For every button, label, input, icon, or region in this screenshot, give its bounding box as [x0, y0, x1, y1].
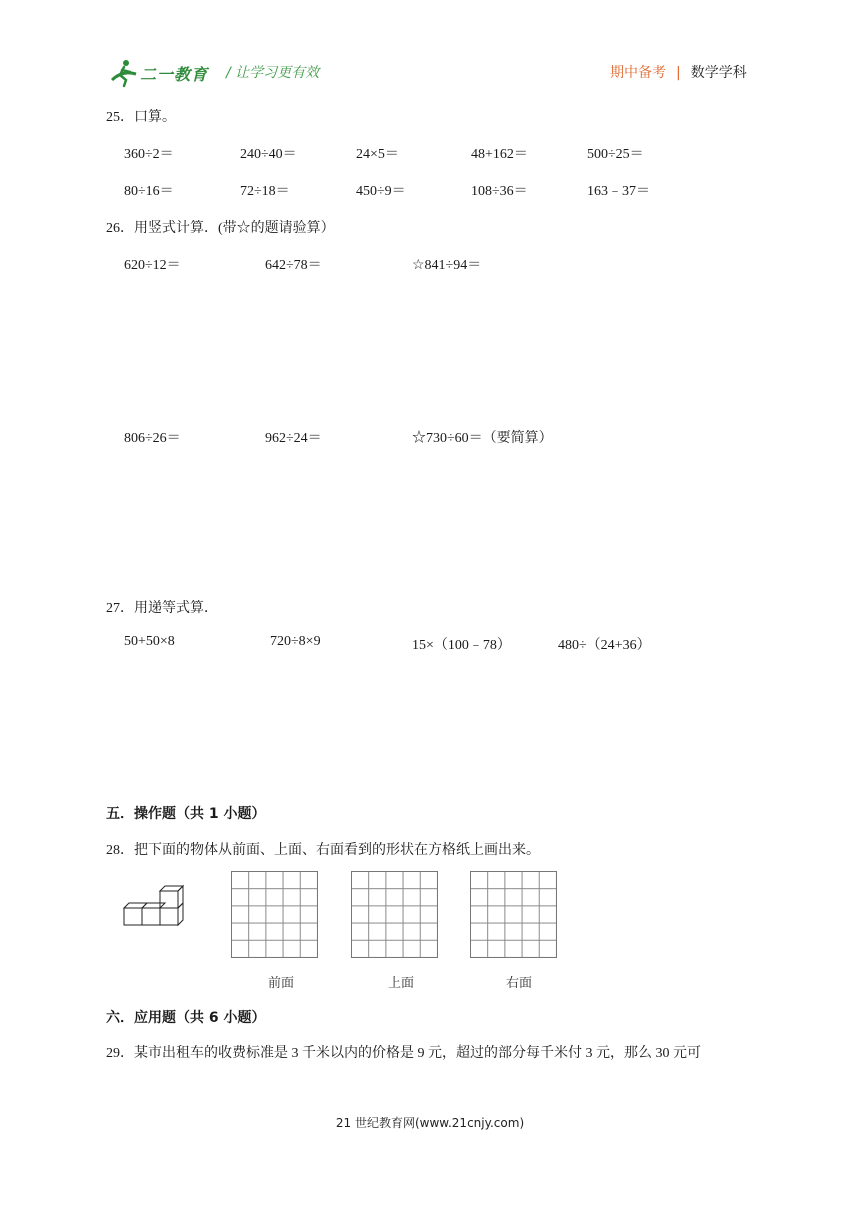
- page-footer: 21 世纪教育网(www.21cnjy.com): [335, 1116, 525, 1130]
- caption-right: 右面: [506, 976, 533, 991]
- exam-label: 期中备考: [610, 65, 666, 81]
- q26-item: 806÷26＝: [124, 431, 181, 446]
- caption-front: 前面: [268, 976, 295, 991]
- header-separator: |: [676, 65, 681, 81]
- runner-logo-icon: [108, 58, 140, 88]
- logo-text: 二一教育: [140, 65, 209, 84]
- q25-item: 450÷9＝: [356, 184, 406, 199]
- q25-item: 500÷25＝: [587, 147, 644, 162]
- subject-label: 数学学科: [690, 65, 747, 81]
- q27-item: 15×（100﹣78）: [412, 638, 511, 653]
- q29-title: 29．某市出租车的收费标准是 3 千米以内的价格是 9 元，超过的部分每千米付 3 元，那么 30 元可: [106, 1046, 701, 1061]
- q25-item: 360÷2＝: [124, 147, 174, 162]
- slogan: / 让学习更有效: [226, 65, 320, 81]
- caption-top: 上面: [388, 976, 415, 991]
- q28-title: 28．把下面的物体从前面、上面、右面看到的形状在方格纸上画出来。: [106, 843, 540, 858]
- q25-item: 48+162＝: [471, 147, 528, 162]
- q26-item: 962÷24＝: [265, 431, 322, 446]
- header-right: [610, 62, 747, 82]
- q25-item: 108÷36＝: [471, 184, 528, 199]
- q26-item: ☆730÷60＝（要简算）: [412, 431, 553, 446]
- q25-title: 25．口算。: [106, 110, 176, 125]
- q26-item: 620÷12＝: [124, 258, 181, 273]
- q25-item: 24×5＝: [356, 147, 399, 162]
- q27-item: 480÷（24+36）: [558, 638, 651, 653]
- section-6-title: 六．应用题（共 6 小题）: [106, 1010, 266, 1026]
- q26-item: 642÷78＝: [265, 258, 322, 273]
- q25-item: 163﹣37＝: [587, 184, 650, 199]
- grid-top[interactable]: [351, 871, 438, 958]
- cube-stack-figure: [120, 884, 186, 929]
- q25-item: 72÷18＝: [240, 184, 290, 199]
- q27-title: 27．用递等式算．: [106, 601, 218, 616]
- q27-item: 720÷8×9: [270, 634, 321, 649]
- q25-item: 240÷40＝: [240, 147, 297, 162]
- q25-item: 80÷16＝: [124, 184, 174, 199]
- brand-logo: [108, 58, 216, 88]
- q26-item: ☆841÷94＝: [412, 258, 482, 273]
- q26-title: 26．用竖式计算．(带☆的题请验算）: [106, 221, 335, 236]
- grid-right[interactable]: [470, 871, 557, 958]
- grid-front[interactable]: [231, 871, 318, 958]
- section-5-title: 五．操作题（共 1 小题）: [106, 806, 266, 822]
- q27-item: 50+50×8: [124, 634, 175, 649]
